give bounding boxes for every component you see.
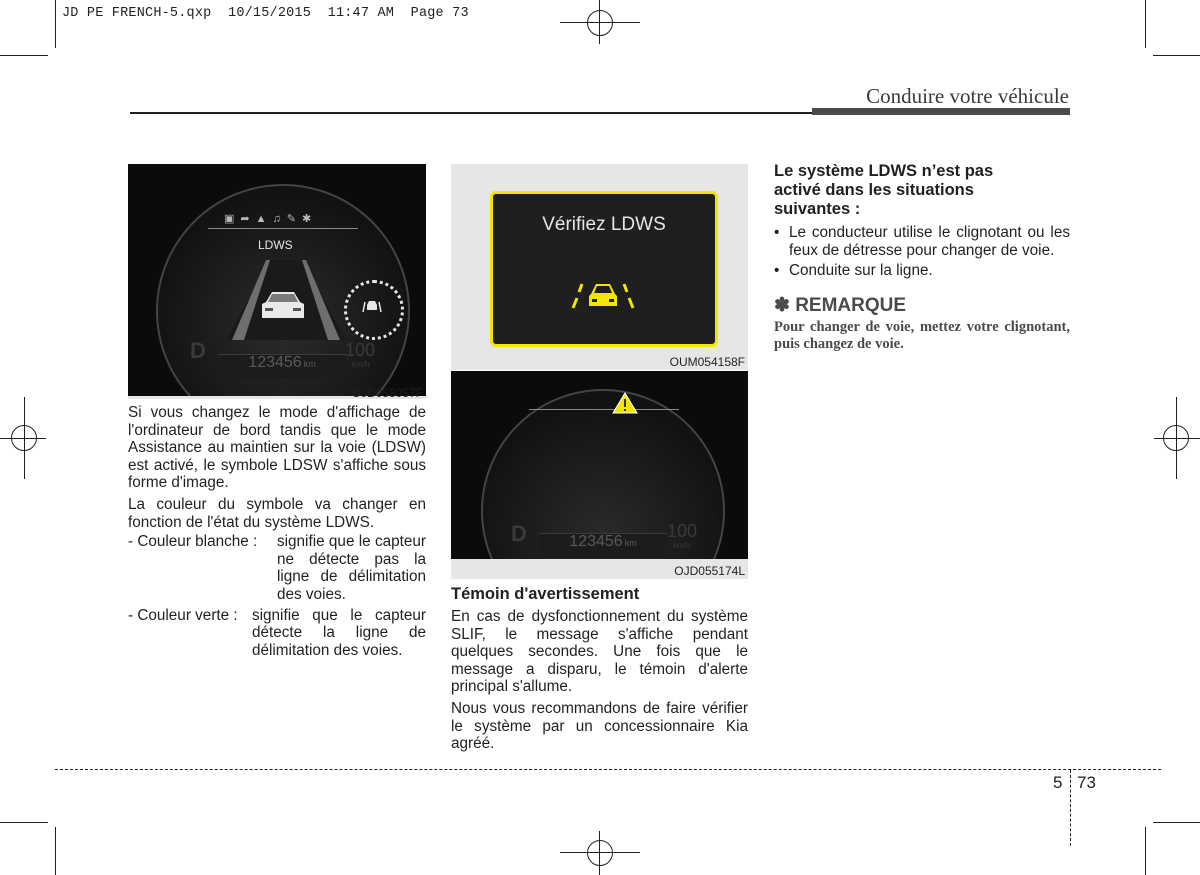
figure-ldws-cluster — [128, 164, 426, 399]
paragraph: Si vous changez le mode d'affichage de l'ordinateur de bord tandis que le mode Assistance au maintien sur la voie (LDSW) est activé, le symbole LDSW s'affiche sous forme d'image. — [128, 404, 426, 492]
ldws-icon — [361, 298, 383, 314]
definition-text: signifie que le capteur détecte la ligne de délimitation des voies. — [252, 606, 426, 659]
figure-master-warning — [451, 371, 748, 579]
odometer — [218, 354, 346, 378]
speed-unit: km/h — [352, 360, 370, 369]
bullet-list — [774, 224, 1070, 280]
column-3-text — [774, 162, 1070, 354]
section-title: Conduire votre véhicule — [866, 84, 1069, 108]
column-1-text — [128, 404, 426, 659]
odometer — [539, 533, 667, 557]
paragraph: La couleur du symbole va changer en fonction de l'état du système LDWS. — [128, 495, 426, 531]
definition-text: signifie que le capteur ne détecte pas la ligne de délimitation des voies. — [277, 533, 426, 603]
list-item: • Le conducteur utilise le clignotant ou les feux de détresse pour changer de voie. — [774, 224, 1070, 259]
odometer-unit: km — [303, 359, 316, 369]
speed-value: 100 — [345, 340, 376, 360]
paragraph: En cas de dysfonctionnement du système SLIF, le message s'affiche pendant quelques secondes. Une fois que le message a disparu, le témoin d'alerte principal s'allume. — [451, 608, 748, 696]
paragraph: Nous vous recommandons de faire vérifier le système par un concessionnaire Kia agréé. — [451, 699, 748, 753]
ldws-screen-text: LDWS — [258, 238, 293, 252]
footer-rule — [55, 769, 1161, 770]
speed-unit: km/h — [673, 541, 691, 550]
list-item: • Conduite sur la ligne. — [774, 262, 1070, 280]
figure-warning-message — [451, 164, 748, 370]
odometer-value: 123456 — [248, 354, 302, 371]
chapter-number: 5 — [1053, 773, 1063, 792]
header-rule — [130, 112, 812, 114]
remark-icon: ✽ — [774, 294, 790, 316]
header-rule-accent — [812, 108, 1070, 115]
definition-green — [128, 607, 426, 660]
remark-text: Pour changer de voie, mettez votre clignotant, puis changez de voie. — [774, 318, 1070, 353]
gear-indicator: D — [511, 521, 527, 546]
remark-heading — [774, 294, 1070, 317]
figure-label: OJD055057F — [351, 386, 423, 400]
section-heading: Témoin d'avertissement — [451, 585, 640, 603]
odometer-value: 123456 — [569, 533, 623, 550]
print-slug: JD PE FRENCH-5.qxp 10/15/2015 11:47 AM Page 73 — [62, 6, 469, 21]
figure-label: OUM054158F — [669, 355, 745, 369]
warning-message-text: Vérifiez LDWS — [542, 214, 666, 235]
definition-term: - Couleur verte : — [128, 606, 238, 624]
gear-indicator: D — [190, 338, 206, 363]
ldws-warning-icon — [571, 278, 635, 310]
section-heading: Le système LDWS n’est pas activé dans les situations suivantes : — [774, 162, 994, 218]
odometer-unit: km — [624, 538, 637, 548]
definition-term: - Couleur blanche : — [128, 533, 258, 551]
menu-icons: ▣➦▲♫✎✱ — [224, 213, 318, 225]
remark-title: REMARQUE — [795, 294, 907, 316]
master-warning-icon — [611, 391, 639, 415]
column-2-text — [451, 585, 748, 753]
page-number: 73 — [1077, 773, 1096, 792]
definition-white — [128, 533, 426, 603]
car-icon — [260, 288, 306, 322]
figure-label: OJD055174L — [674, 564, 745, 578]
speed-value: 100 — [667, 521, 698, 541]
